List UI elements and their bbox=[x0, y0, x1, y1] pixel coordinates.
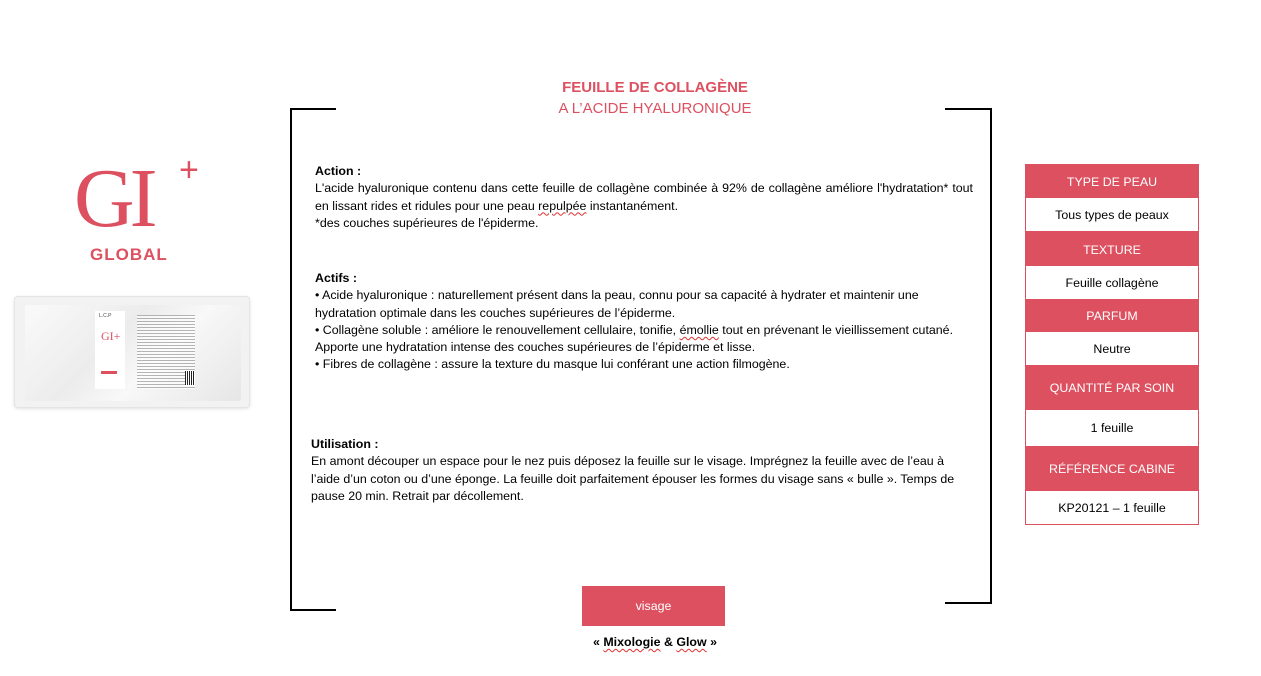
spec-label: TYPE DE PEAU bbox=[1026, 165, 1198, 198]
actif-item: • Fibres de collagène : assure la texture du masque lui conférant une action filmogène. bbox=[315, 357, 790, 372]
sachet-accent-bar bbox=[101, 371, 117, 374]
spec-label: PARFUM bbox=[1026, 299, 1198, 332]
action-heading: Action : bbox=[315, 164, 362, 178]
visage-category-label: visage bbox=[582, 586, 725, 626]
spellcheck-word: Glow bbox=[676, 635, 707, 649]
barcode-icon bbox=[185, 371, 195, 385]
sachet-brand: L.C.P bbox=[99, 313, 112, 319]
spec-value: Feuille collagène bbox=[1026, 266, 1198, 299]
spec-value: 1 feuille bbox=[1026, 410, 1198, 446]
gi-global-logo bbox=[70, 151, 215, 268]
actif-item: • Collagène soluble : améliore le renouvellement cellulaire, tonifie, émollie tout en prévenant le vieillissement cutané. Apporte une hydratation intense des couches supérieures de l’épiderme et lisse. bbox=[315, 322, 954, 355]
spec-label: RÉFÉRENCE CABINE bbox=[1026, 446, 1198, 491]
action-section bbox=[315, 163, 973, 232]
spec-value: Neutre bbox=[1026, 332, 1198, 365]
product-subtitle: A L’ACIDE HYALURONIQUE bbox=[558, 100, 752, 117]
spec-table bbox=[1025, 164, 1199, 525]
actifs-section bbox=[315, 270, 970, 374]
spec-label: QUANTITÉ PAR SOIN bbox=[1026, 365, 1198, 410]
action-paragraph: L'acide hyaluronique contenu dans cette feuille de collagène combinée à 92% de collagène améliore l'hydratation* tout en lissant rides et ridules pour une peau repulpée instantanément. bbox=[315, 181, 973, 213]
spec-value: Tous types de peaux bbox=[1026, 198, 1198, 231]
utilisation-heading: Utilisation : bbox=[311, 437, 379, 451]
tagline: « Mixologie & Glow » bbox=[593, 635, 717, 649]
logo-wordmark: GLOBAL bbox=[90, 245, 168, 264]
spec-value: KP20121 – 1 feuille bbox=[1026, 491, 1198, 524]
utilisation-section bbox=[311, 436, 971, 505]
sachet-front-label bbox=[95, 311, 125, 389]
spellcheck-word: repulpée bbox=[538, 198, 587, 213]
sachet-logo: GI+ bbox=[101, 329, 121, 343]
action-footnote: *des couches supérieures de l'épiderme. bbox=[315, 215, 539, 230]
logo-plus-icon: + bbox=[179, 151, 199, 189]
sachet-background bbox=[25, 305, 241, 401]
spec-label: TEXTURE bbox=[1026, 233, 1198, 266]
spellcheck-word: Mixologie bbox=[603, 635, 661, 649]
logo-mark: GI bbox=[74, 152, 153, 245]
actif-item: • Acide hyaluronique : naturellement présent dans la peau, connu pour sa capacité à hydrater et maintenir une hydratation optimale dans les couches supérieures de l’épiderme. bbox=[315, 288, 919, 320]
spellcheck-word: émollie bbox=[679, 322, 719, 337]
product-title: FEUILLE DE COLLAGÈNE bbox=[562, 79, 748, 96]
utilisation-body: En amont découper un espace pour le nez puis déposez la feuille sur le visage. Imprégnez la feuille avec de l’eau à l’aide d’un coton ou d’une éponge. La feuille doit parfaitement épouser les formes du visage sans « bulle ». Temps de pause 20 min. Retrait par décollement. bbox=[311, 454, 955, 503]
product-sachet-image bbox=[14, 296, 250, 408]
actifs-heading: Actifs : bbox=[315, 271, 357, 285]
